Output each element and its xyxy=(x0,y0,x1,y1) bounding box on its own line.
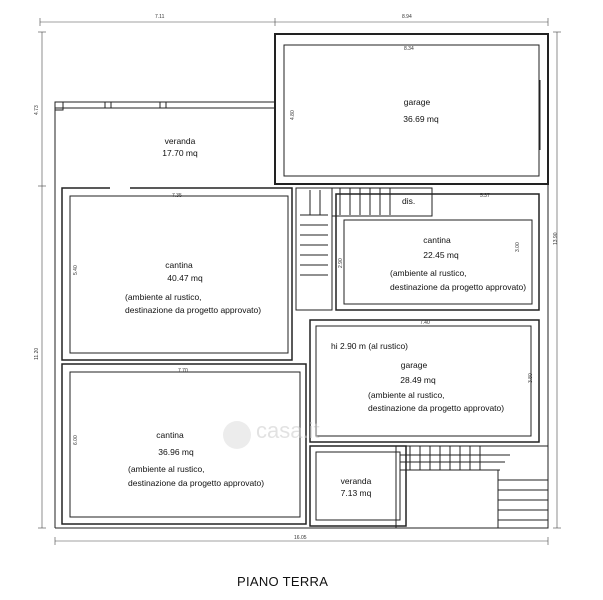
room-name-cantina-right: cantina xyxy=(423,235,451,245)
dim-cantina1-width: 7.35 xyxy=(172,193,182,199)
dim-garage-width: 8.34 xyxy=(404,46,414,52)
room-name-garage-top: garage xyxy=(403,97,431,107)
dim-garage2-width: 7.40 xyxy=(420,320,430,326)
dim-garage-height: 4.80 xyxy=(290,110,296,120)
dim-top-left: 7.11 xyxy=(155,14,165,20)
dim-left-total: 11.20 xyxy=(34,347,40,360)
room-note1-cantina-right: (ambiente al rustico, xyxy=(390,268,467,278)
room-name-dis: dis. xyxy=(402,196,416,206)
room-note2-cantina-right: destinazione da progetto approvato) xyxy=(390,282,527,292)
dim-cantina1-height: 5.40 xyxy=(73,265,79,275)
room-note2-garage-right: destinazione da progetto approvato) xyxy=(368,403,505,413)
dim-cantina3-width: 5.37 xyxy=(480,193,490,199)
dis-walls xyxy=(332,188,432,216)
dim-top-right: 8.94 xyxy=(402,14,412,20)
dim-cantina2-height: 6.00 xyxy=(73,435,79,445)
room-area-cantina-left-bottom: 36.96 mq xyxy=(158,447,194,457)
stair-block xyxy=(296,188,332,310)
room-area-veranda-bottom: 7.13 mq xyxy=(340,488,372,498)
watermark xyxy=(223,421,251,449)
room-note2-cantina-left-bottom: destinazione da progetto approvato) xyxy=(128,478,265,488)
dim-bottom-total: 16.05 xyxy=(294,535,307,541)
dim-left-upper: 4.73 xyxy=(34,105,40,115)
room-area-veranda-top: 17.70 mq xyxy=(162,148,198,158)
height-note: hi 2.90 m (al rustico) xyxy=(331,341,408,351)
cantina-left-bottom-walls xyxy=(62,364,306,524)
garage-top-walls xyxy=(275,34,548,184)
room-name-garage-right: garage xyxy=(400,360,428,370)
room-area-cantina-left-top: 40.47 mq xyxy=(167,273,203,283)
room-area-garage-top: 36.69 mq xyxy=(403,114,439,124)
dim-stair: 2.90 xyxy=(338,258,344,268)
watermark-text: casa.it xyxy=(256,418,320,443)
room-note1-garage-right: (ambiente al rustico, xyxy=(368,390,445,400)
dim-cantina3-height: 3.00 xyxy=(515,242,521,252)
room-name-cantina-left-top: cantina xyxy=(165,260,193,270)
room-name-cantina-left-bottom: cantina xyxy=(156,430,184,440)
bottom-stair xyxy=(396,446,548,528)
room-note2-cantina-left-top: destinazione da progetto approvato) xyxy=(125,305,262,315)
plan-title: PIANO TERRA xyxy=(237,574,329,589)
room-area-cantina-right: 22.45 mq xyxy=(423,250,459,260)
room-note1-cantina-left-bottom: (ambiente al rustico, xyxy=(128,464,205,474)
dim-cantina2-width: 7.70 xyxy=(178,368,188,374)
room-name-veranda-bottom: veranda xyxy=(340,476,372,486)
room-area-garage-right: 28.49 mq xyxy=(400,375,436,385)
dim-garage2-height: 3.80 xyxy=(528,373,534,383)
room-note1-cantina-left-top: (ambiente al rustico, xyxy=(125,292,202,302)
room-name-veranda-top: veranda xyxy=(164,136,196,146)
dim-right-total: 13.90 xyxy=(553,232,559,245)
